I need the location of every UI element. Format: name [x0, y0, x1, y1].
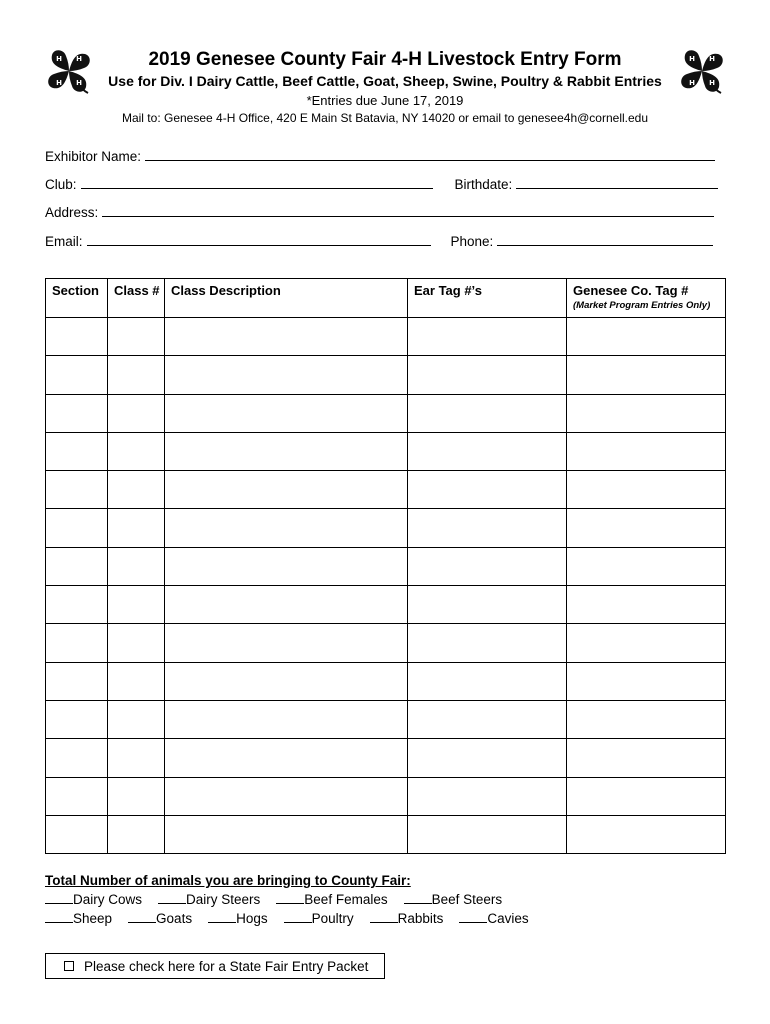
- cell-class-number[interactable]: [108, 318, 165, 356]
- cell-class-number[interactable]: [108, 815, 165, 853]
- cell-class-description[interactable]: [165, 739, 408, 777]
- total-item-label: Beef Females: [304, 892, 388, 907]
- table-row: [46, 471, 726, 509]
- col-header-ear-tags: Ear Tag #’s: [408, 279, 567, 318]
- cell-ear-tags[interactable]: [408, 432, 567, 470]
- svg-text:H: H: [709, 55, 715, 63]
- birthdate-field[interactable]: [516, 176, 718, 189]
- total-item-label: Rabbits: [397, 911, 444, 926]
- cell-class-number[interactable]: [108, 662, 165, 700]
- col-header-class-number: Class #: [108, 279, 165, 318]
- svg-text:H: H: [689, 79, 695, 87]
- entries-table-header: [46, 279, 726, 318]
- table-row: [46, 777, 726, 815]
- cell-genesee-tag[interactable]: [567, 662, 726, 700]
- cell-genesee-tag[interactable]: [567, 318, 726, 356]
- table-row: [46, 662, 726, 700]
- cell-section[interactable]: [46, 739, 108, 777]
- cell-class-number[interactable]: [108, 739, 165, 777]
- cell-section[interactable]: [46, 815, 108, 853]
- count-blank[interactable]: [45, 911, 73, 923]
- col-header-section: Section: [46, 279, 108, 318]
- cell-ear-tags[interactable]: [408, 471, 567, 509]
- cell-genesee-tag[interactable]: [567, 815, 726, 853]
- cell-ear-tags[interactable]: [408, 586, 567, 624]
- state-fair-packet-checkbox[interactable]: [64, 961, 74, 971]
- total-item-hogs: [208, 909, 268, 928]
- count-blank[interactable]: [45, 892, 73, 904]
- total-item-label: Cavies: [487, 911, 529, 926]
- cell-class-number[interactable]: [108, 777, 165, 815]
- email-field[interactable]: [87, 233, 431, 246]
- total-item-goats: [128, 909, 192, 928]
- totals-section: [45, 873, 529, 928]
- cell-class-number[interactable]: [108, 432, 165, 470]
- col-header-class-description: Class Description: [165, 279, 408, 318]
- cell-class-number[interactable]: [108, 509, 165, 547]
- table-row: [46, 700, 726, 738]
- totals-heading: Total Number of animals you are bringing to County Fair:: [45, 873, 411, 888]
- exhibitor-name-field[interactable]: [145, 148, 715, 161]
- cell-section[interactable]: [46, 624, 108, 662]
- cell-class-number[interactable]: [108, 471, 165, 509]
- cell-class-description[interactable]: [165, 586, 408, 624]
- cell-section[interactable]: [46, 471, 108, 509]
- count-blank[interactable]: [370, 911, 398, 923]
- cell-class-description[interactable]: [165, 432, 408, 470]
- total-item-label: Dairy Cows: [73, 892, 143, 907]
- cell-section[interactable]: [46, 547, 108, 585]
- totals-row-2: [45, 909, 529, 928]
- svg-text:H: H: [76, 79, 82, 87]
- exhibitor-name-row: [45, 148, 715, 164]
- mailing-instructions: Mail to: Genesee 4-H Office, 420 E Main St Batavia, NY 14020 or email to genesee4h@cornell.edu: [121, 111, 649, 125]
- cell-class-description[interactable]: [165, 662, 408, 700]
- svg-text:H: H: [56, 55, 62, 63]
- cell-section[interactable]: [46, 700, 108, 738]
- address-label: Address:: [45, 205, 99, 220]
- phone-field[interactable]: [497, 233, 713, 246]
- cell-section[interactable]: [46, 586, 108, 624]
- total-item-beef-steers: [404, 890, 503, 909]
- cell-genesee-tag[interactable]: [567, 700, 726, 738]
- cell-genesee-tag[interactable]: [567, 739, 726, 777]
- total-item-dairy-cows: [45, 890, 142, 909]
- cell-class-description[interactable]: [165, 394, 408, 432]
- cell-genesee-tag[interactable]: [567, 547, 726, 585]
- cell-ear-tags[interactable]: [408, 739, 567, 777]
- cell-class-description[interactable]: [165, 509, 408, 547]
- table-row: [46, 586, 726, 624]
- cell-genesee-tag[interactable]: [567, 586, 726, 624]
- total-item-label: Poultry: [311, 911, 354, 926]
- table-row: [46, 815, 726, 853]
- birthdate-label: Birthdate:: [454, 177, 513, 192]
- total-item-label: Beef Steers: [431, 892, 503, 907]
- cell-class-number[interactable]: [108, 394, 165, 432]
- cell-class-description[interactable]: [165, 356, 408, 394]
- exhibitor-name-label: Exhibitor Name:: [45, 149, 142, 164]
- count-blank[interactable]: [404, 892, 432, 904]
- cell-ear-tags[interactable]: [408, 624, 567, 662]
- cell-genesee-tag[interactable]: [567, 777, 726, 815]
- cell-class-description[interactable]: [165, 624, 408, 662]
- entries-table: [45, 278, 726, 854]
- cell-genesee-tag[interactable]: [567, 471, 726, 509]
- cell-class-description[interactable]: [165, 547, 408, 585]
- totals-row-1: [45, 890, 529, 909]
- total-item-sheep: [45, 909, 112, 928]
- state-fair-packet-label: Please check here for a State Fair Entry Packet: [84, 958, 369, 974]
- club-row: [45, 176, 718, 192]
- table-row: [46, 509, 726, 547]
- cell-ear-tags[interactable]: [408, 662, 567, 700]
- total-item-dairy-steers: [158, 890, 260, 909]
- count-blank[interactable]: [128, 911, 156, 923]
- cell-section[interactable]: [46, 777, 108, 815]
- cell-ear-tags[interactable]: [408, 509, 567, 547]
- cell-ear-tags[interactable]: [408, 547, 567, 585]
- total-item-label: Dairy Steers: [186, 892, 261, 907]
- svg-text:H: H: [709, 79, 715, 87]
- cell-section[interactable]: [46, 432, 108, 470]
- cell-genesee-tag[interactable]: [567, 432, 726, 470]
- svg-text:H: H: [56, 79, 62, 87]
- cell-class-number[interactable]: [108, 586, 165, 624]
- cell-ear-tags[interactable]: [408, 777, 567, 815]
- total-item-rabbits: [370, 909, 444, 928]
- count-blank[interactable]: [284, 911, 312, 923]
- cell-ear-tags[interactable]: [408, 394, 567, 432]
- cell-section[interactable]: [46, 318, 108, 356]
- svg-text:H: H: [76, 55, 82, 63]
- state-fair-packet-option: [45, 953, 385, 979]
- cell-class-number[interactable]: [108, 624, 165, 662]
- club-label: Club:: [45, 177, 77, 192]
- form-title: 2019 Genesee County Fair 4-H Livestock Entry Form: [148, 49, 622, 70]
- cell-genesee-tag[interactable]: [567, 509, 726, 547]
- table-row: [46, 356, 726, 394]
- cell-class-number[interactable]: [108, 547, 165, 585]
- cell-section[interactable]: [46, 356, 108, 394]
- due-date-note: *Entries due June 17, 2019: [306, 93, 464, 108]
- count-blank[interactable]: [208, 911, 236, 923]
- total-item-label: Sheep: [73, 911, 113, 926]
- table-row: [46, 432, 726, 470]
- cell-class-number[interactable]: [108, 356, 165, 394]
- cell-ear-tags[interactable]: [408, 815, 567, 853]
- address-row: [45, 204, 714, 220]
- cell-class-description[interactable]: [165, 815, 408, 853]
- email-row: [45, 233, 713, 249]
- phone-label: Phone:: [450, 234, 494, 249]
- table-row: [46, 739, 726, 777]
- cell-ear-tags[interactable]: [408, 700, 567, 738]
- cell-genesee-tag[interactable]: [567, 624, 726, 662]
- cell-ear-tags[interactable]: [408, 318, 567, 356]
- cell-class-number[interactable]: [108, 700, 165, 738]
- cell-section[interactable]: [46, 509, 108, 547]
- total-item-label: Hogs: [236, 911, 268, 926]
- form-subtitle: Use for Div. I Dairy Cattle, Beef Cattle, Goat, Sheep, Swine, Poultry & Rabbit Entries: [108, 73, 662, 89]
- total-item-cavies: [459, 909, 528, 928]
- cell-section[interactable]: [46, 662, 108, 700]
- address-field[interactable]: [102, 204, 714, 217]
- email-label: Email:: [45, 234, 83, 249]
- total-item-label: Goats: [156, 911, 193, 926]
- total-item-beef-females: [276, 890, 387, 909]
- cell-genesee-tag[interactable]: [567, 356, 726, 394]
- table-row: [46, 318, 726, 356]
- cell-class-description[interactable]: [165, 318, 408, 356]
- col-header-genesee-tag: [567, 279, 726, 318]
- cell-class-description[interactable]: [165, 471, 408, 509]
- club-field[interactable]: [81, 176, 433, 189]
- cell-genesee-tag[interactable]: [567, 394, 726, 432]
- genesee-tag-header-label: Genesee Co. Tag #: [573, 283, 689, 298]
- market-program-note: (Market Program Entries Only): [573, 300, 711, 311]
- table-row: [46, 624, 726, 662]
- count-blank[interactable]: [158, 892, 186, 904]
- count-blank[interactable]: [459, 911, 487, 923]
- table-row: [46, 547, 726, 585]
- table-row: [46, 394, 726, 432]
- entries-table-body: [46, 318, 726, 854]
- total-item-poultry: [284, 909, 354, 928]
- cell-section[interactable]: [46, 394, 108, 432]
- count-blank[interactable]: [276, 892, 304, 904]
- svg-text:H: H: [689, 55, 695, 63]
- cell-ear-tags[interactable]: [408, 356, 567, 394]
- cell-class-description[interactable]: [165, 777, 408, 815]
- cell-class-description[interactable]: [165, 700, 408, 738]
